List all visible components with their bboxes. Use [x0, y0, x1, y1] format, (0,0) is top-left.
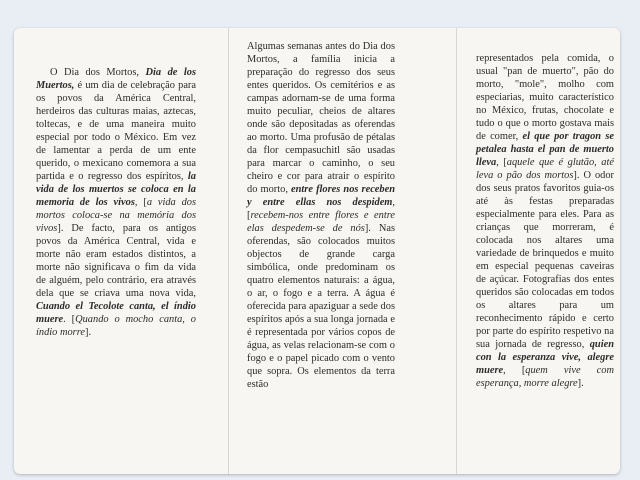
- paragraph-2: Algumas semanas antes do Dia dos Mortos, a família inicia a preparação do regresso dos seus entes queridos. Os cemitérios e as campas adornam-se de uma forma muito peculiar, cheios de altares onde são depositadas as oferendas ao morto. Uma profusão de pétalas da flor cempasuchitl são usadas para marcar o caminho, o seu cheiro e cor para atrair o espírito do morto, entre flores nos receben y entre ellas nos despidem, [recebem-nos entre flores e entre elas despedem-se de nós]. Nas oferendas, são colocados muitos objectos de grande carga simbólica, onde predominam os quatro elementos naturais: a água, o ar, o fogo e a terra. A água é oferecida para apaziguar a sede dos espíritos após a sua longa jornada e é representada por vários copos de água, as velas relacionam-se com o fogo e o papel picado com o vento que sopra. Os elementos da terra estão: [247, 41, 396, 390]
- text-column-2: [247, 40, 395, 391]
- paragraph-3: representados pela comida, o usual "pan de muerto", pão do morto, "mole", molho com especiarias, muito característico no México, frutas, chocolate e tudo o que o morto gostava mais de comer, el que por tragon se petalea hasta el pan de muerto lleva, [aquele que é glutão, até leva o pão dos mortos]. O odor dos seus pratos favoritos guia-os até às festas preparadas especialmente para eles. Para as crianças que morreram, é colocada nos altares uma variedade de brinquedos e muito em especial pequenas caveiras de açúcar. Fotografias dos entes queridos são colocadas em todos os altares para um reconhecimento rápido e certo por parte do espírito respetivo na sua jornada de regresso, quien con la esperanza vive, alegre muere, [quem vive com esperança, morre alegre].: [476, 53, 614, 389]
- fold-line-left: [228, 28, 229, 474]
- paragraph-1: O Dia dos Mortos, Dia de los Muertos, é um dia de celebração para os povos da América Central, herdeiros das culturas maias, aztecas, toltecas, e de uma maneira muito especial por todo o México. Em vez de lamentar a perda de um ente querido, o mexicano comemora a sua partida e o regresso dos espíritos, la vida de los muertos se coloca en la memoria de los vivos, [a vida dos mortos coloca-se na memória dos vivos]. De facto, para os antigos povos da América Central, vida e morte não eram estados distintos, a morte não significava o fim da vida de alguém, pelo contrário, era através dela que se criava uma nova vida, Cuando el Tecolote canta, el índio muere. [Quando o mocho canta, o índio morre].: [36, 67, 197, 338]
- text-column-3: [476, 52, 614, 390]
- text-column-1: [36, 66, 196, 339]
- fold-line-right: [456, 28, 457, 474]
